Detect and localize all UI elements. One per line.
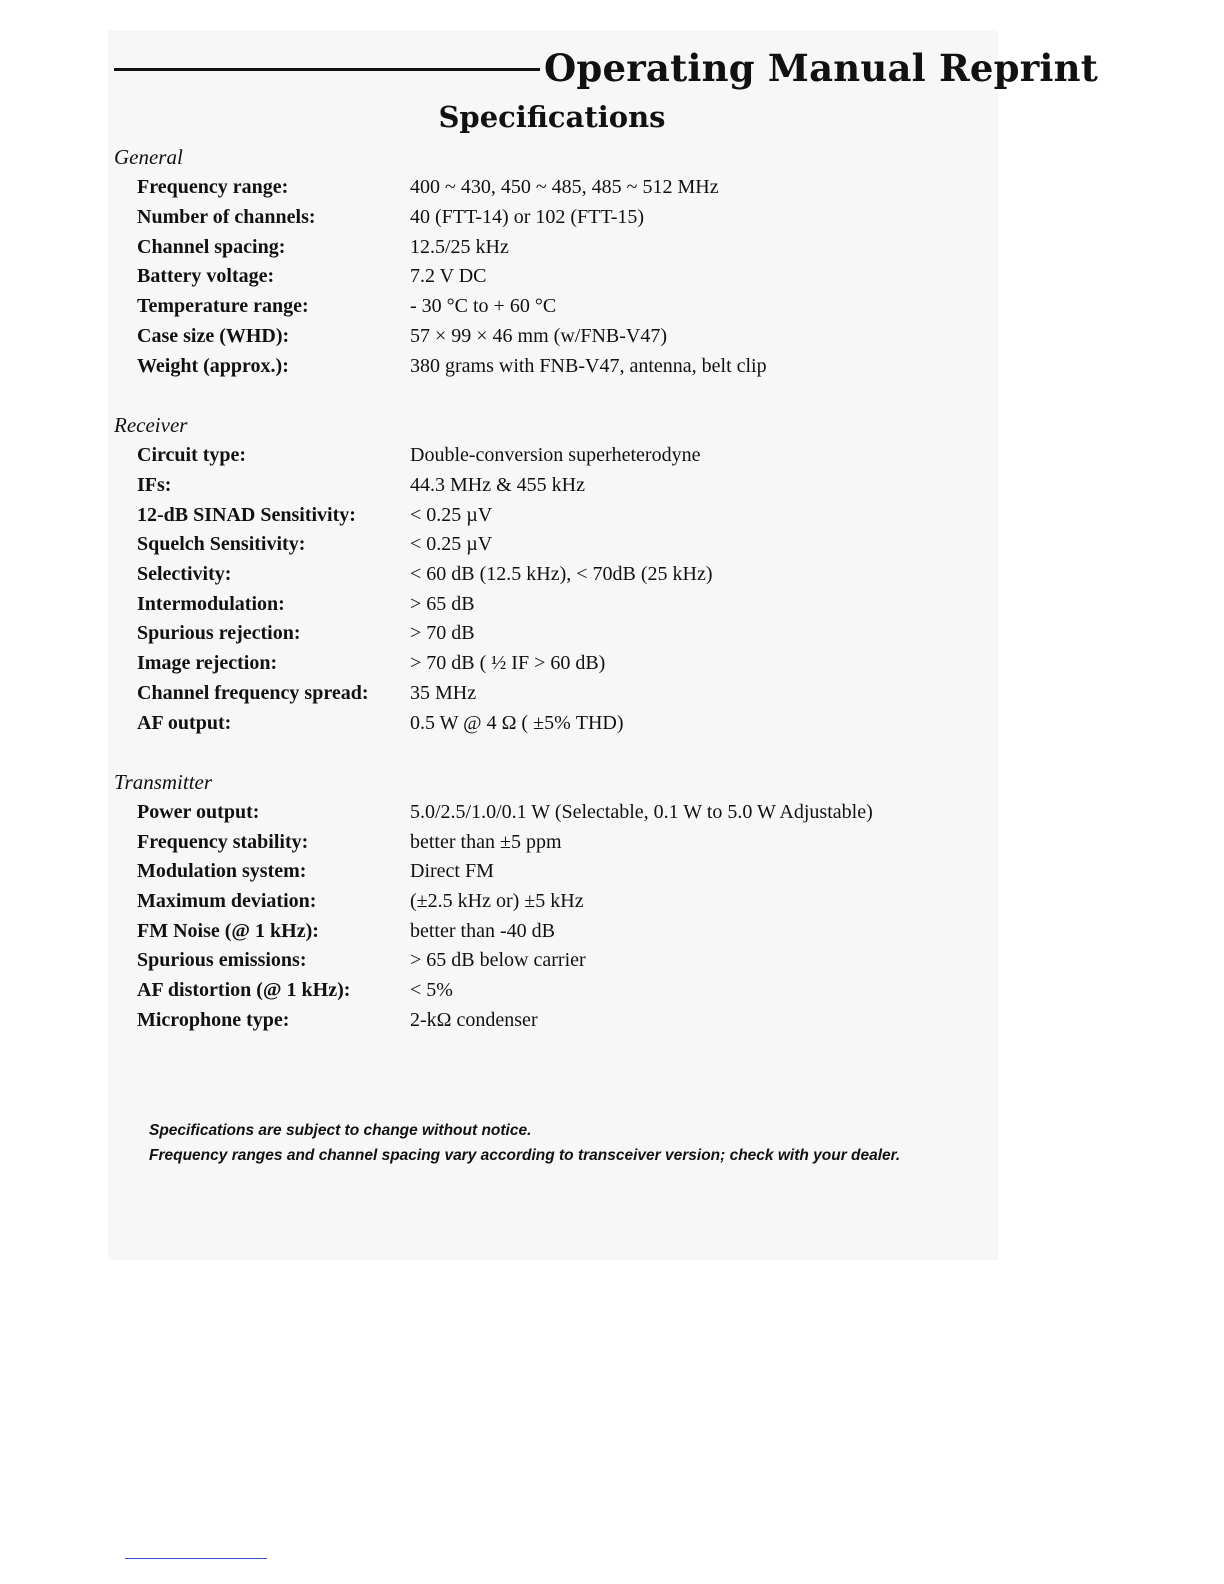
spec-value: < 0.25 µV [410,504,493,526]
spec-value: 380 grams with FNB-V47, antenna, belt clip [410,355,767,377]
spec-value: < 60 dB (12.5 kHz), < 70dB (25 kHz) [410,563,713,585]
spec-row [0,295,1000,323]
spec-label: Maximum deviation: [137,890,317,912]
spec-value: > 70 dB [410,622,475,644]
section-receiver-heading: Receiver [114,413,188,437]
spec-row [0,474,1000,502]
section-general-heading: General [114,145,183,169]
spec-label: Intermodulation: [137,593,285,615]
spec-row [0,801,1000,829]
spec-label: Microphone type: [137,1009,290,1031]
spec-row [0,236,1000,264]
spec-value: 35 MHz [410,682,477,704]
page-title: Specifications [438,100,666,134]
spec-row [0,504,1000,532]
spec-value: 400 ~ 430, 450 ~ 485, 485 ~ 512 MHz [410,176,719,198]
spec-label: Channel spacing: [137,236,286,258]
spec-label: AF output: [137,712,232,734]
spec-value: Double-conversion superheterodyne [410,444,701,466]
spec-label: Frequency stability: [137,831,309,853]
spec-row [0,593,1000,621]
header-rule [114,68,540,71]
spec-value: < 0.25 µV [410,533,493,555]
spec-value: Direct FM [410,860,494,882]
spec-row [0,682,1000,710]
spec-value: (±2.5 kHz or) ±5 kHz [410,890,584,912]
spec-row [0,712,1000,740]
spec-value: 0.5 W @ 4 Ω ( ±5% THD) [410,712,624,734]
spec-label: Number of channels: [137,206,316,228]
manual-title: Operating Manual Reprint [544,46,1099,90]
spec-row [0,890,1000,918]
spec-row [0,533,1000,561]
spec-row [0,920,1000,948]
spec-row [0,206,1000,234]
spec-row [0,860,1000,888]
spec-value: 44.3 MHz & 455 kHz [410,474,585,496]
spec-value: 5.0/2.5/1.0/0.1 W (Selectable, 0.1 W to 5.0 W Adjustable) [410,801,873,823]
spec-label: FM Noise (@ 1 kHz): [137,920,319,942]
disclaimer-notes [149,1118,900,1168]
spec-label: Weight (approx.): [137,355,289,377]
spec-row [0,652,1000,680]
spec-row [0,176,1000,204]
spec-value: > 65 dB [410,593,475,615]
spec-row [0,949,1000,977]
spec-row [0,325,1000,353]
spec-row [0,831,1000,859]
spec-label: Circuit type: [137,444,247,466]
spec-label: Temperature range: [137,295,309,317]
spec-label: Spurious emissions: [137,949,307,971]
spec-value: better than ±5 ppm [410,831,562,853]
spec-label: Squelch Sensitivity: [137,533,306,555]
disclaimer-note: Specifications are subject to change without notice. [149,1122,532,1139]
spec-row [0,622,1000,650]
spec-label: Image rejection: [137,652,278,674]
spec-value: 57 × 99 × 46 mm (w/FNB-V47) [410,325,668,347]
disclaimer-note: Frequency ranges and channel spacing vary according to transceiver version; check with your dealer. [149,1147,901,1164]
spec-value: 2-kΩ condenser [410,1009,538,1031]
section-transmitter-heading: Transmitter [114,770,213,794]
spec-value: better than -40 dB [410,920,555,942]
spec-value: - 30 °C to + 60 °C [410,295,557,317]
spec-label: IFs: [137,474,172,496]
spec-row [0,979,1000,1007]
spec-label: Battery voltage: [137,265,275,287]
spec-label: AF distortion (@ 1 kHz): [137,979,351,1001]
spec-value: > 65 dB below carrier [410,949,586,971]
spec-value: > 70 dB ( ½ IF > 60 dB) [410,652,606,674]
spec-row [0,444,1000,472]
spec-row [0,355,1000,383]
spec-label: Selectivity: [137,563,232,585]
spec-label: Channel frequency spread: [137,682,369,704]
spec-label: Frequency range: [137,176,289,198]
spec-label: Power output: [137,801,260,823]
spec-value: 7.2 V DC [410,265,487,287]
spec-row [0,265,1000,293]
spec-row [0,1009,1000,1037]
spec-label: Spurious rejection: [137,622,301,644]
spec-label: Modulation system: [137,860,307,882]
spec-label: Case size (WHD): [137,325,290,347]
spec-label: 12-dB SINAD Sensitivity: [137,504,356,526]
spec-value: 40 (FTT-14) or 102 (FTT-15) [410,206,645,228]
footer-link-underline[interactable] [125,1558,267,1559]
spec-row [0,563,1000,591]
spec-value: 12.5/25 kHz [410,236,509,258]
spec-value: < 5% [410,979,453,1001]
